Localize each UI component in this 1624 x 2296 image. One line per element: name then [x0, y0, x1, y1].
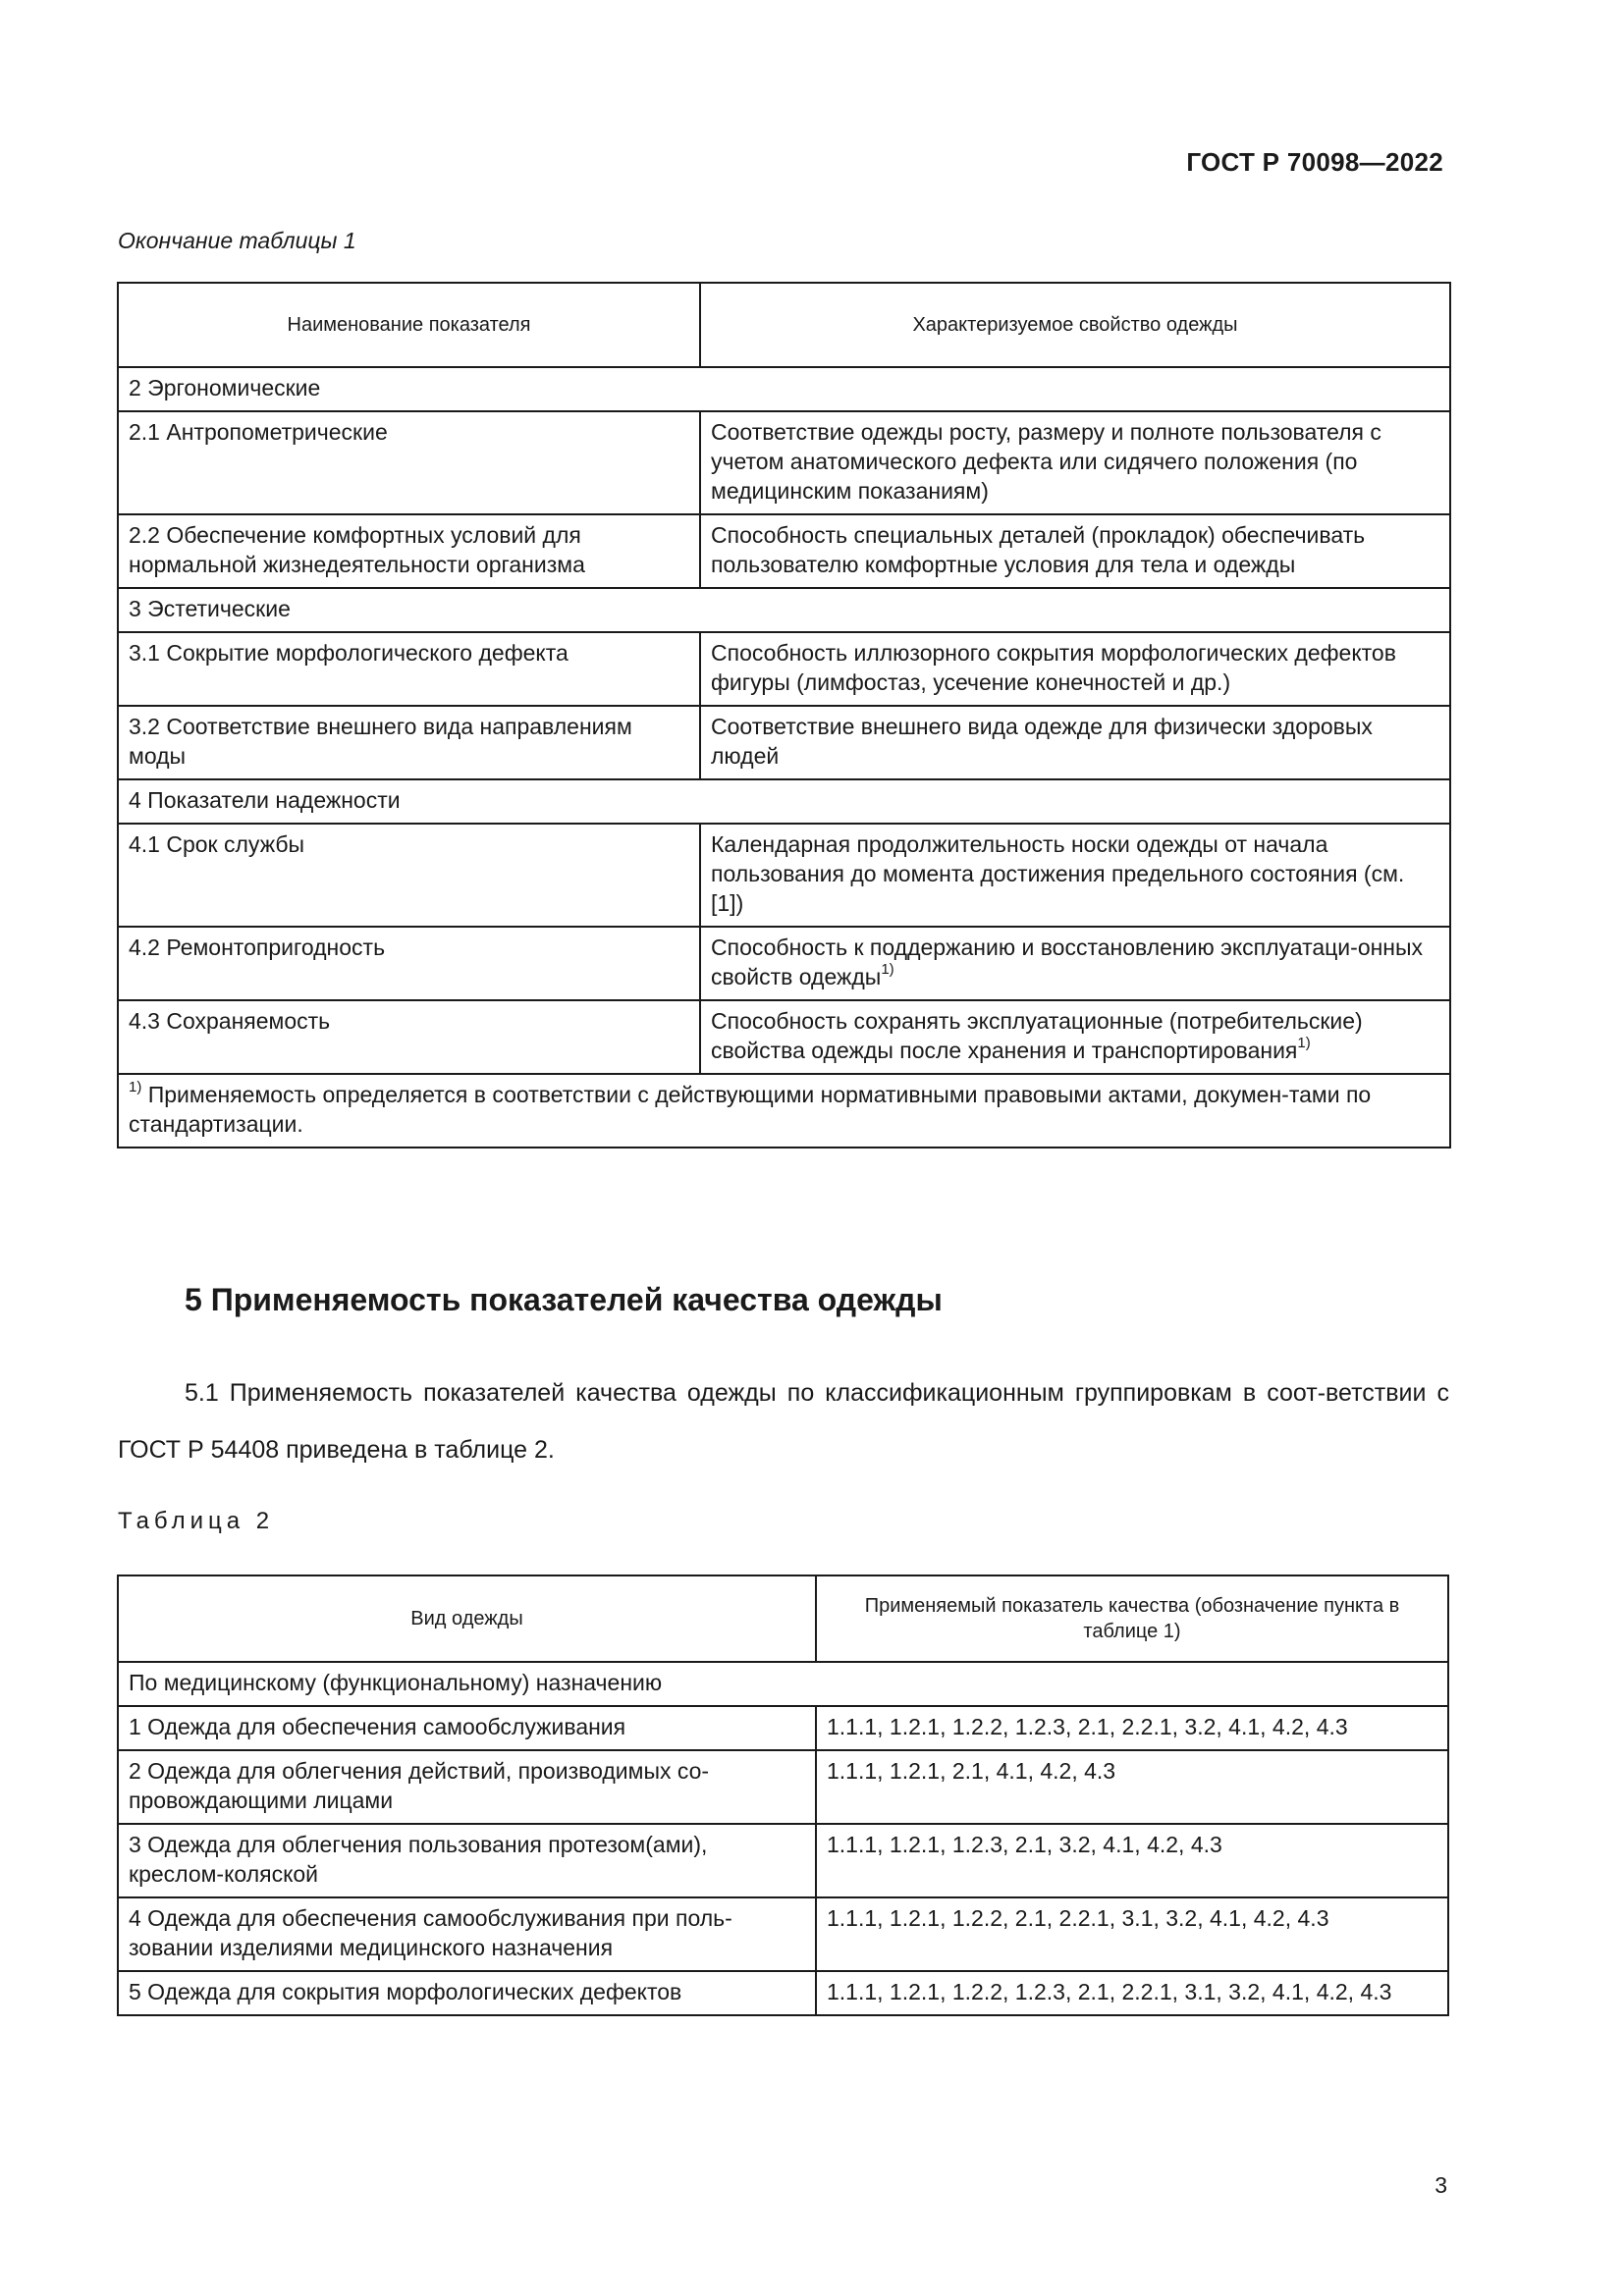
table-header-row: [118, 1575, 1448, 1662]
table-row: [118, 1971, 1448, 2015]
indicator-property: [700, 1000, 1450, 1074]
indicator-name: 3.1 Сокрытие морфологического дефекта: [118, 632, 700, 706]
applied-indicators: 1.1.1, 1.2.1, 1.2.2, 2.1, 2.2.1, 3.1, 3.2, 4.1, 4.2, 4.3: [816, 1897, 1448, 1971]
table-row: [118, 706, 1450, 779]
indicator-name: 3.2 Соответствие внешнего вида направлениям моды: [118, 706, 700, 779]
table2-label: Таблица 2: [118, 1508, 275, 1534]
group-medical-purpose: По медицинскому (функциональному) назначению: [118, 1662, 1448, 1706]
indicator-name: 4.2 Ремонтопригодность: [118, 927, 700, 1000]
section-paragraph: [118, 1364, 1449, 1478]
table-row: [118, 514, 1450, 588]
group-ergonomic: 2 Эргономические: [118, 367, 1450, 411]
table-row: [118, 1750, 1448, 1824]
section-title: 5 Применяемость показателей качества одежды: [185, 1282, 943, 1317]
clothing-type: 2 Одежда для облегчения действий, производимых со-провождающими лицами: [118, 1750, 816, 1824]
footnote-reference: 1): [1297, 1035, 1311, 1052]
table-row: [118, 927, 1450, 1000]
table-row: [118, 1824, 1448, 1897]
clothing-type: 4 Одежда для обеспечения самообслуживания при поль-зовании изделиями медицинского назначения: [118, 1897, 816, 1971]
page-number: 3: [1435, 2172, 1447, 2198]
clothing-type: 1 Одежда для обеспечения самообслуживания: [118, 1706, 816, 1750]
column-header-clothing-type: Вид одежды: [118, 1575, 816, 1662]
indicator-property: Календарная продолжительность носки одежды от начала пользования до момента достижения предельного состояния (см. [1]): [700, 824, 1450, 927]
paragraph-text: 5.1 Применяемость показателей качества одежды по классификационным группировкам в соот-ветствии с ГОСТ Р 54408 приведена в таблице 2.: [118, 1379, 1449, 1464]
group-reliability: 4 Показатели надежности: [118, 779, 1450, 824]
footnote-text: Применяемость определяется в соответствии с действующими нормативными правовыми актами, докумен-тами по стандартизации.: [129, 1082, 1372, 1137]
column-header-clothing-property: Характеризуемое свойство одежды: [700, 283, 1450, 367]
table-row: [118, 1000, 1450, 1074]
indicator-property: Способность специальных деталей (прокладок) обеспечивать пользователю комфортные условия для тела и одежды: [700, 514, 1450, 588]
table-2: [117, 1575, 1449, 2016]
column-header-applied-indicator: Применяемый показатель качества (обозначение пункта в таблице 1): [816, 1575, 1448, 1662]
applied-indicators: 1.1.1, 1.2.1, 1.2.3, 2.1, 3.2, 4.1, 4.2, 4.3: [816, 1824, 1448, 1897]
document-standard-number: ГОСТ Р 70098—2022: [1186, 147, 1443, 177]
table-footnote-row: [118, 1074, 1450, 1148]
indicator-name: 2.2 Обеспечение комфортных условий для нормальной жизнедеятельности организма: [118, 514, 700, 588]
indicator-name: 4.3 Сохраняемость: [118, 1000, 700, 1074]
indicator-name: 2.1 Антропометрические: [118, 411, 700, 514]
table-row: [118, 1706, 1448, 1750]
table-header-row: [118, 283, 1450, 367]
applied-indicators: 1.1.1, 1.2.1, 2.1, 4.1, 4.2, 4.3: [816, 1750, 1448, 1824]
table-row: [118, 632, 1450, 706]
property-text: Способность сохранять эксплуатационные (потребительские) свойства одежды после хранения и транспортирования: [711, 1008, 1363, 1063]
table-1: [117, 282, 1451, 1148]
group-aesthetic: 3 Эстетические: [118, 588, 1450, 632]
applied-indicators: 1.1.1, 1.2.1, 1.2.2, 1.2.3, 2.1, 2.2.1, 3.1, 3.2, 4.1, 4.2, 4.3: [816, 1971, 1448, 2015]
indicator-property: Соответствие одежды росту, размеру и полноте пользователя с учетом анатомического дефекта или сидячего положения (по медицинским показаниям): [700, 411, 1450, 514]
table1-continuation-label: Окончание таблицы 1: [118, 228, 356, 253]
table-group-row: [118, 367, 1450, 411]
indicator-property: Соответствие внешнего вида одежде для физически здоровых людей: [700, 706, 1450, 779]
footnote-reference: 1): [881, 961, 894, 979]
table-group-row: [118, 1662, 1448, 1706]
table-group-row: [118, 779, 1450, 824]
table-row: [118, 1897, 1448, 1971]
table-row: [118, 824, 1450, 927]
indicator-name: 4.1 Срок службы: [118, 824, 700, 927]
table-group-row: [118, 588, 1450, 632]
table-footnote: [118, 1074, 1450, 1148]
table-row: [118, 411, 1450, 514]
indicator-property: Способность иллюзорного сокрытия морфологических дефектов фигуры (лимфостаз, усечение конечностей и др.): [700, 632, 1450, 706]
footnote-mark: 1): [129, 1079, 142, 1096]
property-text: Способность к поддержанию и восстановлению эксплуатаци-онных свойств одежды: [711, 934, 1424, 989]
applied-indicators: 1.1.1, 1.2.1, 1.2.2, 1.2.3, 2.1, 2.2.1, 3.2, 4.1, 4.2, 4.3: [816, 1706, 1448, 1750]
clothing-type: 3 Одежда для облегчения пользования протезом(ами), креслом-коляской: [118, 1824, 816, 1897]
clothing-type: 5 Одежда для сокрытия морфологических дефектов: [118, 1971, 816, 2015]
column-header-indicator-name: Наименование показателя: [118, 283, 700, 367]
indicator-property: [700, 927, 1450, 1000]
